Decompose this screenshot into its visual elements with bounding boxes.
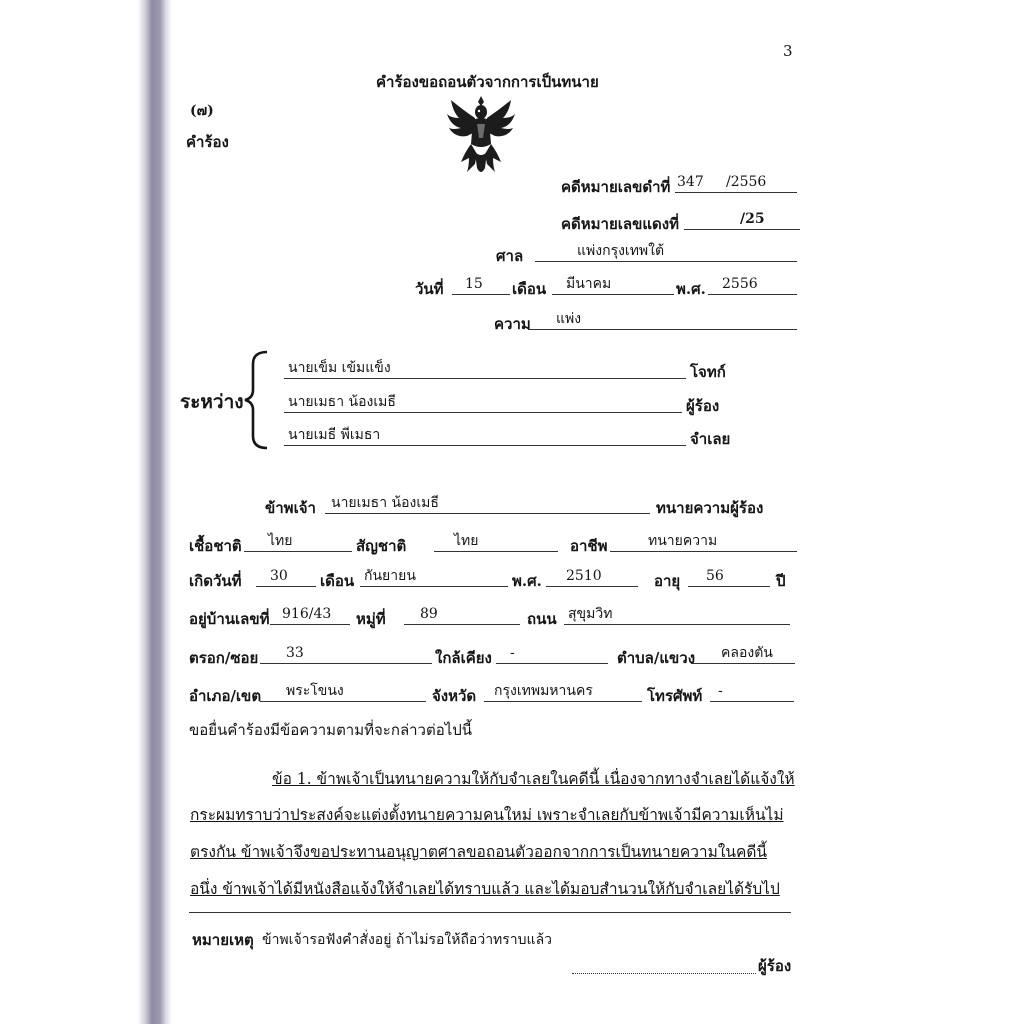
house-label: อยู่บ้านเลขที่	[189, 610, 270, 628]
body-line-4: อนึ่ง ข้าพเจ้าได้มีหนังสือแจ้งให้จำเลยได้ทราบแล้ว และได้มอบสำนวนให้กับจำเลยได้รับไป	[190, 880, 780, 898]
document-title: คำร้องขอถอนตัวจากการเป็นทนาย	[376, 73, 599, 91]
road-field: สุขุมวิท	[564, 605, 790, 625]
i-label: ข้าพเจ้า	[265, 499, 316, 517]
born-day-field: 30	[256, 567, 316, 587]
race-label: เชื้อชาติ	[189, 537, 242, 555]
black-case-label: คดีหมายเลขดำที่	[561, 178, 671, 196]
party-plaintiff-role: โจทก์	[690, 363, 726, 381]
red-case-label: คดีหมายเลขแดงที่	[561, 215, 679, 233]
party-defendant-role: จำเลย	[690, 430, 731, 448]
district-field: พระโขนง	[260, 682, 426, 702]
party-applicant-name: นายเมธา น้องเมธี	[284, 393, 682, 413]
curly-brace	[243, 350, 269, 450]
moo-label: หมู่ที่	[356, 610, 386, 628]
court-field: แพ่งกรุงเทพใต้	[535, 242, 797, 262]
date-month-label: เดือน	[512, 280, 547, 298]
district-label: อำเภอ/เขต	[189, 687, 262, 705]
footer-rule	[189, 912, 791, 913]
race-field: ไทย	[244, 532, 352, 552]
party-defendant-name: นายเมธี พี่เมธา	[284, 426, 686, 446]
born-month-label: เดือน	[320, 572, 355, 590]
province-field: กรุงเทพมหานคร	[484, 682, 642, 702]
i-name-field: นายเมธา น้องเมธี	[325, 494, 650, 514]
signature-line	[572, 954, 756, 974]
black-case-field: 347 /2556	[675, 173, 797, 193]
nationality-label: สัญชาติ	[356, 537, 407, 555]
page-number: 3	[783, 42, 793, 60]
intro-text: ขอยื่นคำร้องมีข้อความตามที่จะกล่าวต่อไปนี้	[189, 721, 473, 739]
age-label: อายุ	[654, 572, 681, 590]
between-label: ระหว่าง	[180, 391, 244, 413]
signature-role: ผู้ร้อง	[758, 957, 792, 975]
subdistrict-label: ตำบล/แขวง	[617, 649, 696, 667]
form-code: (๗)	[190, 103, 214, 119]
court-label: ศาล	[496, 247, 524, 265]
matter-field: แพ่ง	[528, 310, 797, 330]
born-year-field: 2510	[546, 567, 638, 587]
soi-label: ตรอก/ซอย	[189, 649, 259, 667]
party-applicant-role: ผู้ร้อง	[686, 397, 720, 415]
note-label: หมายเหตุ	[192, 931, 254, 949]
born-month-field: กันยายน	[360, 567, 508, 587]
phone-field: -	[710, 682, 794, 702]
body-line-3: ตรงกัน ข้าพเจ้าจึงขอประทานอนุญาตศาลขอถอนตัวออกจากการเป็นทนายความในคดีนี้	[190, 843, 768, 861]
near-label: ใกล้เคียง	[435, 649, 492, 667]
age-unit: ปี	[776, 572, 786, 590]
date-year-label: พ.ศ.	[676, 280, 706, 298]
province-label: จังหวัด	[432, 687, 477, 705]
note-text: ข้าพเจ้ารอฟังคำสั่งอยู่ ถ้าไม่รอให้ถือว่าทราบแล้ว	[262, 932, 553, 948]
binding-edge	[0, 0, 172, 1024]
form-label: คำร้อง	[186, 133, 229, 151]
moo-field: 89	[404, 605, 520, 625]
date-year-field: 2556	[708, 275, 797, 295]
garuda-emblem	[445, 92, 517, 178]
road-label: ถนน	[527, 610, 557, 628]
born-year-label: พ.ศ.	[512, 572, 542, 590]
age-field: 56	[688, 567, 770, 587]
near-field: -	[496, 644, 608, 664]
soi-field: 33	[260, 644, 432, 664]
body-line-1: ข้อ 1. ข้าพเจ้าเป็นทนายความให้กับจำเลยในคดีนี้ เนื่องจากทางจำเลยได้แจ้งให้	[272, 770, 795, 788]
born-day-label: เกิดวันที่	[189, 572, 242, 590]
date-label: วันที่	[415, 280, 444, 298]
house-field: 916/43	[270, 605, 350, 625]
matter-label: ความ	[494, 315, 531, 333]
date-month-field: มีนาคม	[552, 275, 674, 295]
red-case-field: /25	[684, 210, 800, 230]
phone-label: โทรศัพท์	[647, 687, 703, 705]
party-plaintiff-name: นายเข็ม เข้มแข็ง	[284, 359, 686, 379]
nationality-field: ไทย	[434, 532, 558, 552]
body-line-2: กระผมทราบว่าประสงค์จะแต่งตั้งทนายความคนใหม่ เพราะจำเลยกับข้าพเจ้ามีความเห็นไม่	[190, 806, 784, 824]
date-day-field: 15	[452, 275, 510, 295]
occupation-field: ทนายความ	[610, 532, 797, 552]
i-role: ทนายความผู้ร้อง	[656, 499, 764, 517]
subdistrict-field: คลองตัน	[691, 644, 795, 664]
occupation-label: อาชีพ	[570, 537, 608, 555]
